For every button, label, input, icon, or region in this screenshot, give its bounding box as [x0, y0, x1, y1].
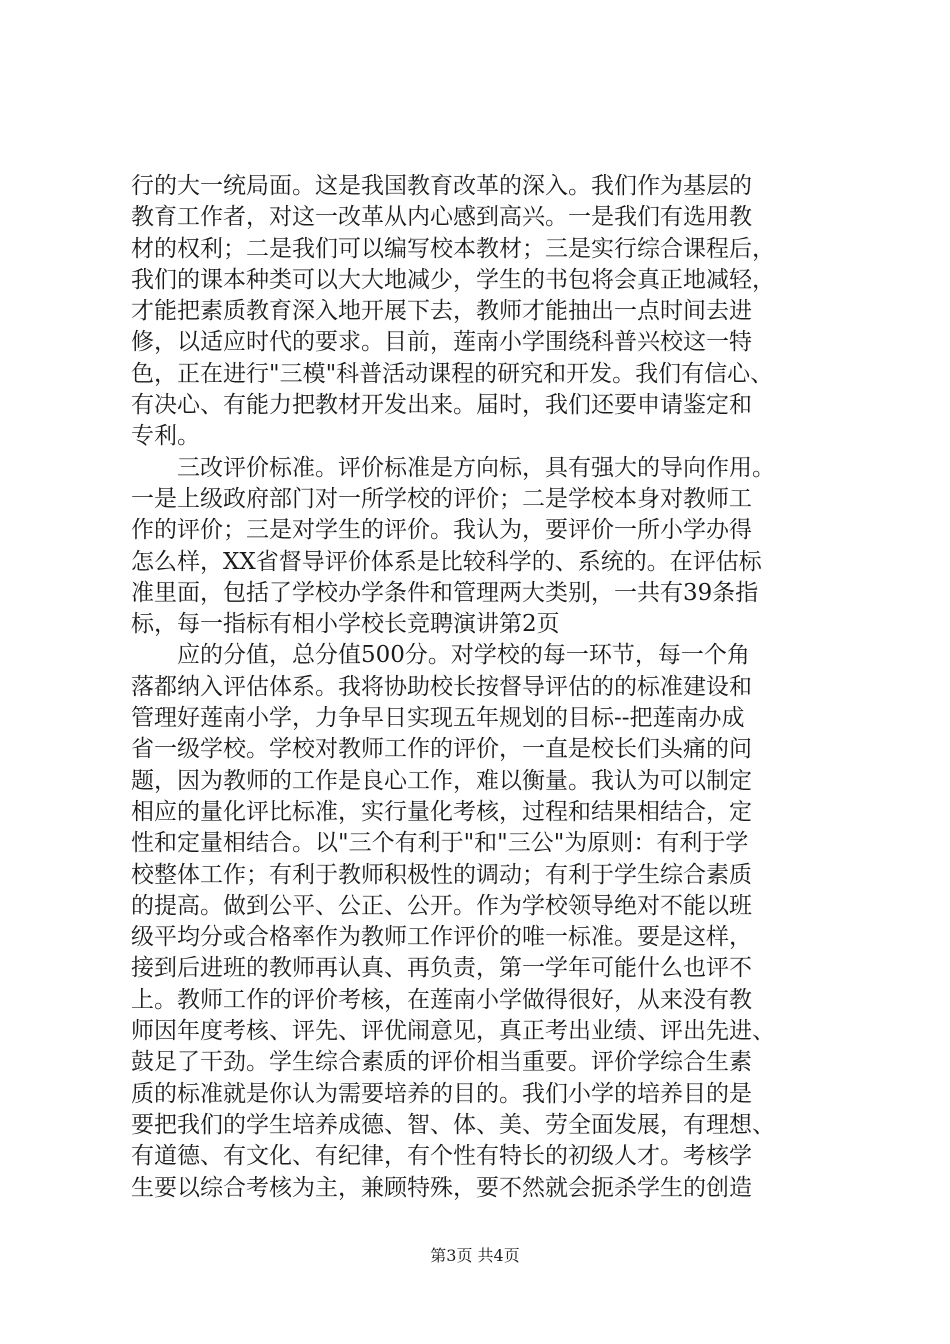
text-line: 有道德、有文化、有纪律，有个性有特长的初级人才。考核学: [131, 1143, 752, 1170]
text-line: 的提高。做到公平、公正、公开。作为学校领导绝对不能以班: [131, 892, 752, 919]
text-line: 作的评价；三是对学生的评价。我认为，要评价一所小学办得: [131, 517, 752, 544]
text-line: 要把我们的学生培养成德、智、体、美、劳全面发展，有理想、: [131, 1111, 775, 1138]
document-body: [131, 171, 831, 1204]
text-line: 生要以综合考核为主，兼顾特殊，要不然就会扼杀学生的创造: [131, 1174, 752, 1201]
text-line: 准里面，包括了学校办学条件和管理两大类别，一共有39条指: [131, 579, 759, 606]
text-line: 标，每一指标有相小学校长竞聘演讲第2页: [131, 611, 560, 638]
text-line: 修，以适应时代的要求。目前，莲南小学围绕科普兴校这一特: [131, 329, 752, 356]
text-line: 上。教师工作的评价考核，在莲南小学做得很好，从来没有教: [131, 986, 752, 1013]
text-line: 材的权利；二是我们可以编写校本教材；三是实行综合课程后，: [131, 235, 775, 262]
text-line: 性和定量相结合。以"三个有利于"和"三公"为原则：有利于学: [131, 830, 749, 857]
text-line: 怎么样，XX省督导评价体系是比较科学的、系统的。在评估标: [131, 548, 762, 575]
text-line: 管理好莲南小学，力争早日实现五年规划的目标--把莲南办成: [131, 705, 745, 732]
text-line: 才能把素质教育深入地开展下去，教师才能抽出一点时间去进: [131, 298, 752, 325]
text-line: 省一级学校。学校对教师工作的评价，一直是校长们头痛的问: [131, 736, 752, 763]
text-line: 教育工作者，对这一改革从内心感到高兴。一是我们有选用教: [131, 204, 752, 231]
text-line: 接到后进班的教师再认真、再负责，第一学年可能什么也评不: [131, 955, 752, 982]
text-line: 级平均分或合格率作为教师工作评价的唯一标准。要是这样，: [131, 924, 752, 951]
text-line: 题，因为教师的工作是良心工作，难以衡量。我认为可以制定: [131, 767, 752, 794]
text-line: 校整体工作；有利于教师积极性的调动；有利于学生综合素质: [131, 861, 752, 888]
text-line: 质的标准就是你认为需要培养的目的。我们小学的培养目的是: [131, 1080, 752, 1107]
text-line: 一是上级政府部门对一所学校的评价；二是学校本身对教师工: [131, 485, 752, 512]
page-footer: [0, 1243, 950, 1266]
text-line: 鼓足了干劲。学生综合素质的评价相当重要。评价学综合生素: [131, 1049, 752, 1076]
text-line: 有决心、有能力把教材开发出来。届时，我们还要申请鉴定和: [131, 392, 752, 419]
page-number-label: 第3页 共4页: [430, 1246, 520, 1265]
text-line: 我们的课本种类可以大大地减少，学生的书包将会真正地减轻，: [131, 266, 775, 293]
text-line: 应的分值，总分值500分。对学校的每一环节，每一个角: [131, 642, 750, 669]
text-line: 行的大一统局面。这是我国教育改革的深入。我们作为基层的: [131, 173, 752, 199]
text-line: 相应的量化评比标准，实行量化考核，过程和结果相结合，定: [131, 798, 752, 825]
text-line: 落都纳入评估体系。我将协助校长按督导评估的的标准建设和: [131, 673, 752, 700]
text-line: 专利。: [131, 423, 200, 450]
text-line: 色，正在进行"三模"科普活动课程的研究和开发。我们有信心、: [131, 360, 774, 387]
text-line: 三改评价标准。评价标准是方向标，具有强大的导向作用。: [131, 454, 775, 481]
text-line: 师因年度考核、评先、评优闹意见，真正考出业绩、评出先进、: [131, 1018, 775, 1045]
